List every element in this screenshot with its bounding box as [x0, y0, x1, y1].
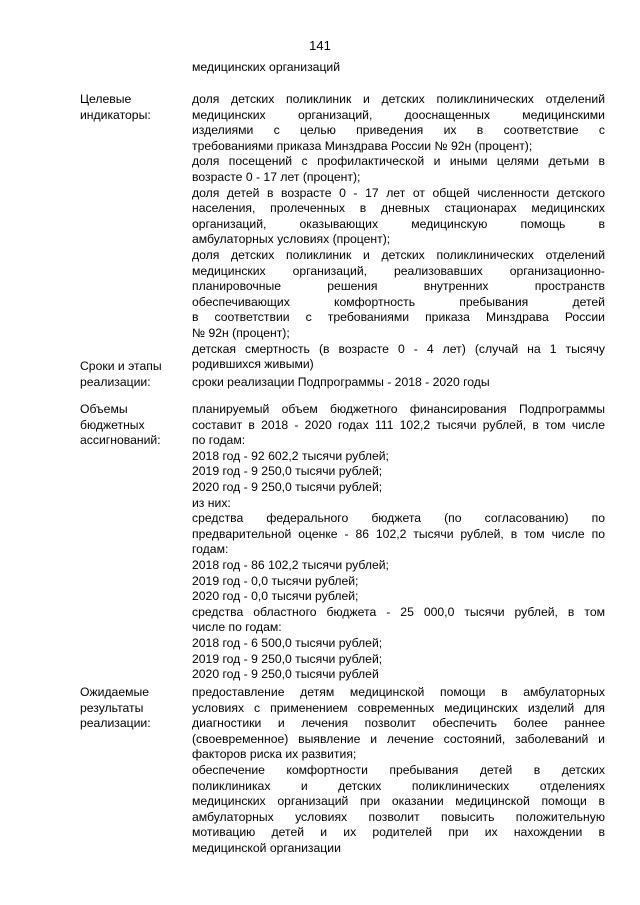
- text-line: доля детских поликлиник и детских поликлинических отделений: [192, 247, 605, 262]
- text-line: возрасте 0 - 17 лет (процент);: [192, 169, 361, 184]
- text-line: мотивацию детей и их родителей при их нахождении в: [192, 825, 605, 840]
- text-line: медицинских организаций, реализовавших организационно-: [192, 263, 605, 278]
- text-line: средства федерального бюджета (по согласованию) по: [192, 511, 605, 526]
- text-line: поликлиниках и детских поликлинических отделениях: [192, 778, 605, 793]
- text-line: планируемый объем бюджетного финансирования Подпрограммы: [192, 402, 605, 416]
- section-label: [80, 685, 192, 857]
- text-line: 2019 год - 0,0 тысячи рублей;: [192, 573, 359, 588]
- text-line: [192, 359, 605, 375]
- text-line: средства областного бюджета - 25 000,0 тысячи рублей, в том: [192, 604, 605, 619]
- text-line: медицинских организаций: [192, 60, 341, 74]
- text-line: факторов риска их развития;: [192, 747, 357, 762]
- text-line: амбулаторных условиях позволит повысить положительную: [192, 809, 605, 824]
- text-line: № 92н (процент);: [192, 325, 290, 340]
- text-line: сроки реализации Подпрограммы - 2018 - 2020 годы: [192, 374, 490, 389]
- text-line: родившихся живыми): [192, 357, 314, 372]
- section-content: [192, 92, 605, 373]
- text-line: изделиями с целью приведения их в соответствие с: [192, 123, 605, 138]
- text-line: годам:: [192, 542, 229, 557]
- text-line: населения, пролеченных в дневных стационарах медицинских: [192, 201, 605, 216]
- text-line: 2020 год - 9 250,0 тысячи рублей;: [192, 479, 383, 494]
- text-line: 2018 год - 86 102,2 тысячи рублей;: [192, 557, 389, 572]
- text-line: требованиями приказа Минздрава России № 92н (процент);: [192, 138, 533, 153]
- section-target-indicators: [80, 92, 605, 373]
- text-line: 2018 год - 92 602,2 тысячи рублей;: [192, 448, 389, 463]
- text-line: в соответствии с требованиями приказа Минздрава России: [192, 310, 605, 325]
- section-label-line: индикаторы:: [80, 107, 151, 122]
- section-label-line: ассигнований:: [80, 433, 161, 448]
- section-label-line: Ожидаемые: [80, 685, 150, 699]
- section-label-line: результаты: [80, 700, 144, 715]
- section-content: [192, 685, 605, 857]
- text-line: медицинской организации: [192, 840, 341, 855]
- text-line: составит в 2018 - 2020 годах 111 102,2 тысячи рублей, в том числе: [192, 417, 605, 432]
- text-line: амбулаторных условиях (процент);: [192, 232, 391, 247]
- section-label-line: Целевые: [80, 92, 132, 106]
- text-line: из них:: [192, 495, 231, 510]
- section-funding: [80, 402, 605, 683]
- text-line: обеспечивающих комфортность пребывания детей: [192, 294, 605, 309]
- section-label-line: реализации:: [80, 716, 151, 731]
- text-line: 2020 год - 0,0 тысячи рублей;: [192, 589, 359, 604]
- continuation-text: [192, 60, 605, 76]
- section-label-line: Объемы: [80, 402, 128, 416]
- text-line: предварительной оценке - 86 102,2 тысячи рублей, в том числе по: [192, 526, 605, 541]
- section-expected-results: [80, 685, 605, 857]
- text-line: доля детей в возрасте 0 - 17 лет от общей численности детского: [192, 185, 605, 200]
- text-line: 2018 год - 6 500,0 тысячи рублей;: [192, 635, 383, 650]
- text-line: числе по годам:: [192, 620, 282, 635]
- text-line: по годам:: [192, 433, 246, 448]
- text-line: медицинских организаций при оказании медицинской помощи в: [192, 794, 605, 809]
- text-line: диагностики и лечения позволит обеспечить более раннее: [192, 716, 605, 731]
- text-line: доля посещений с профилактической и иными целями детьми в: [192, 154, 605, 169]
- text-line: 2019 год - 9 250,0 тысячи рублей;: [192, 464, 383, 479]
- page-number: 141: [309, 38, 331, 53]
- text-line: детская смертность (в возрасте 0 - 4 лет) (случай на 1 тысячу: [192, 341, 605, 356]
- text-line: 2020 год - 9 250,0 тысячи рублей: [192, 667, 379, 682]
- section-label: [80, 92, 192, 373]
- text-line: планировочные решения внутренних пространств: [192, 279, 605, 294]
- text-line: организаций, оказывающих медицинскую помощь в: [192, 216, 605, 231]
- section-label: [80, 359, 192, 390]
- text-line: доля детских поликлиник и детских поликлинических отделений: [192, 92, 605, 106]
- text-line: обеспечение комфортности пребывания детей в детских: [192, 762, 605, 777]
- section-content: [192, 359, 605, 390]
- text-line: (своевременное) выявление и лечение состояний, заболеваний и: [192, 731, 605, 746]
- section-timeline: [80, 359, 605, 390]
- text-line: медицинских организаций, дооснащенных медицинскими: [192, 107, 605, 122]
- section-label-line: реализации:: [80, 374, 151, 389]
- section-content: [192, 402, 605, 683]
- section-label-line: бюджетных: [80, 417, 145, 432]
- continuation-label-spacer: [80, 60, 192, 76]
- section-label: [80, 402, 192, 683]
- text-line: 2019 год - 9 250,0 тысячи рублей;: [192, 651, 383, 666]
- text-line: предоставление детям медицинской помощи в амбулаторных: [192, 685, 605, 699]
- text-line: условиях с применением современных медицинских изделий для: [192, 700, 605, 715]
- section-label-line: Сроки и этапы: [80, 359, 162, 373]
- continuation-block: [80, 60, 605, 76]
